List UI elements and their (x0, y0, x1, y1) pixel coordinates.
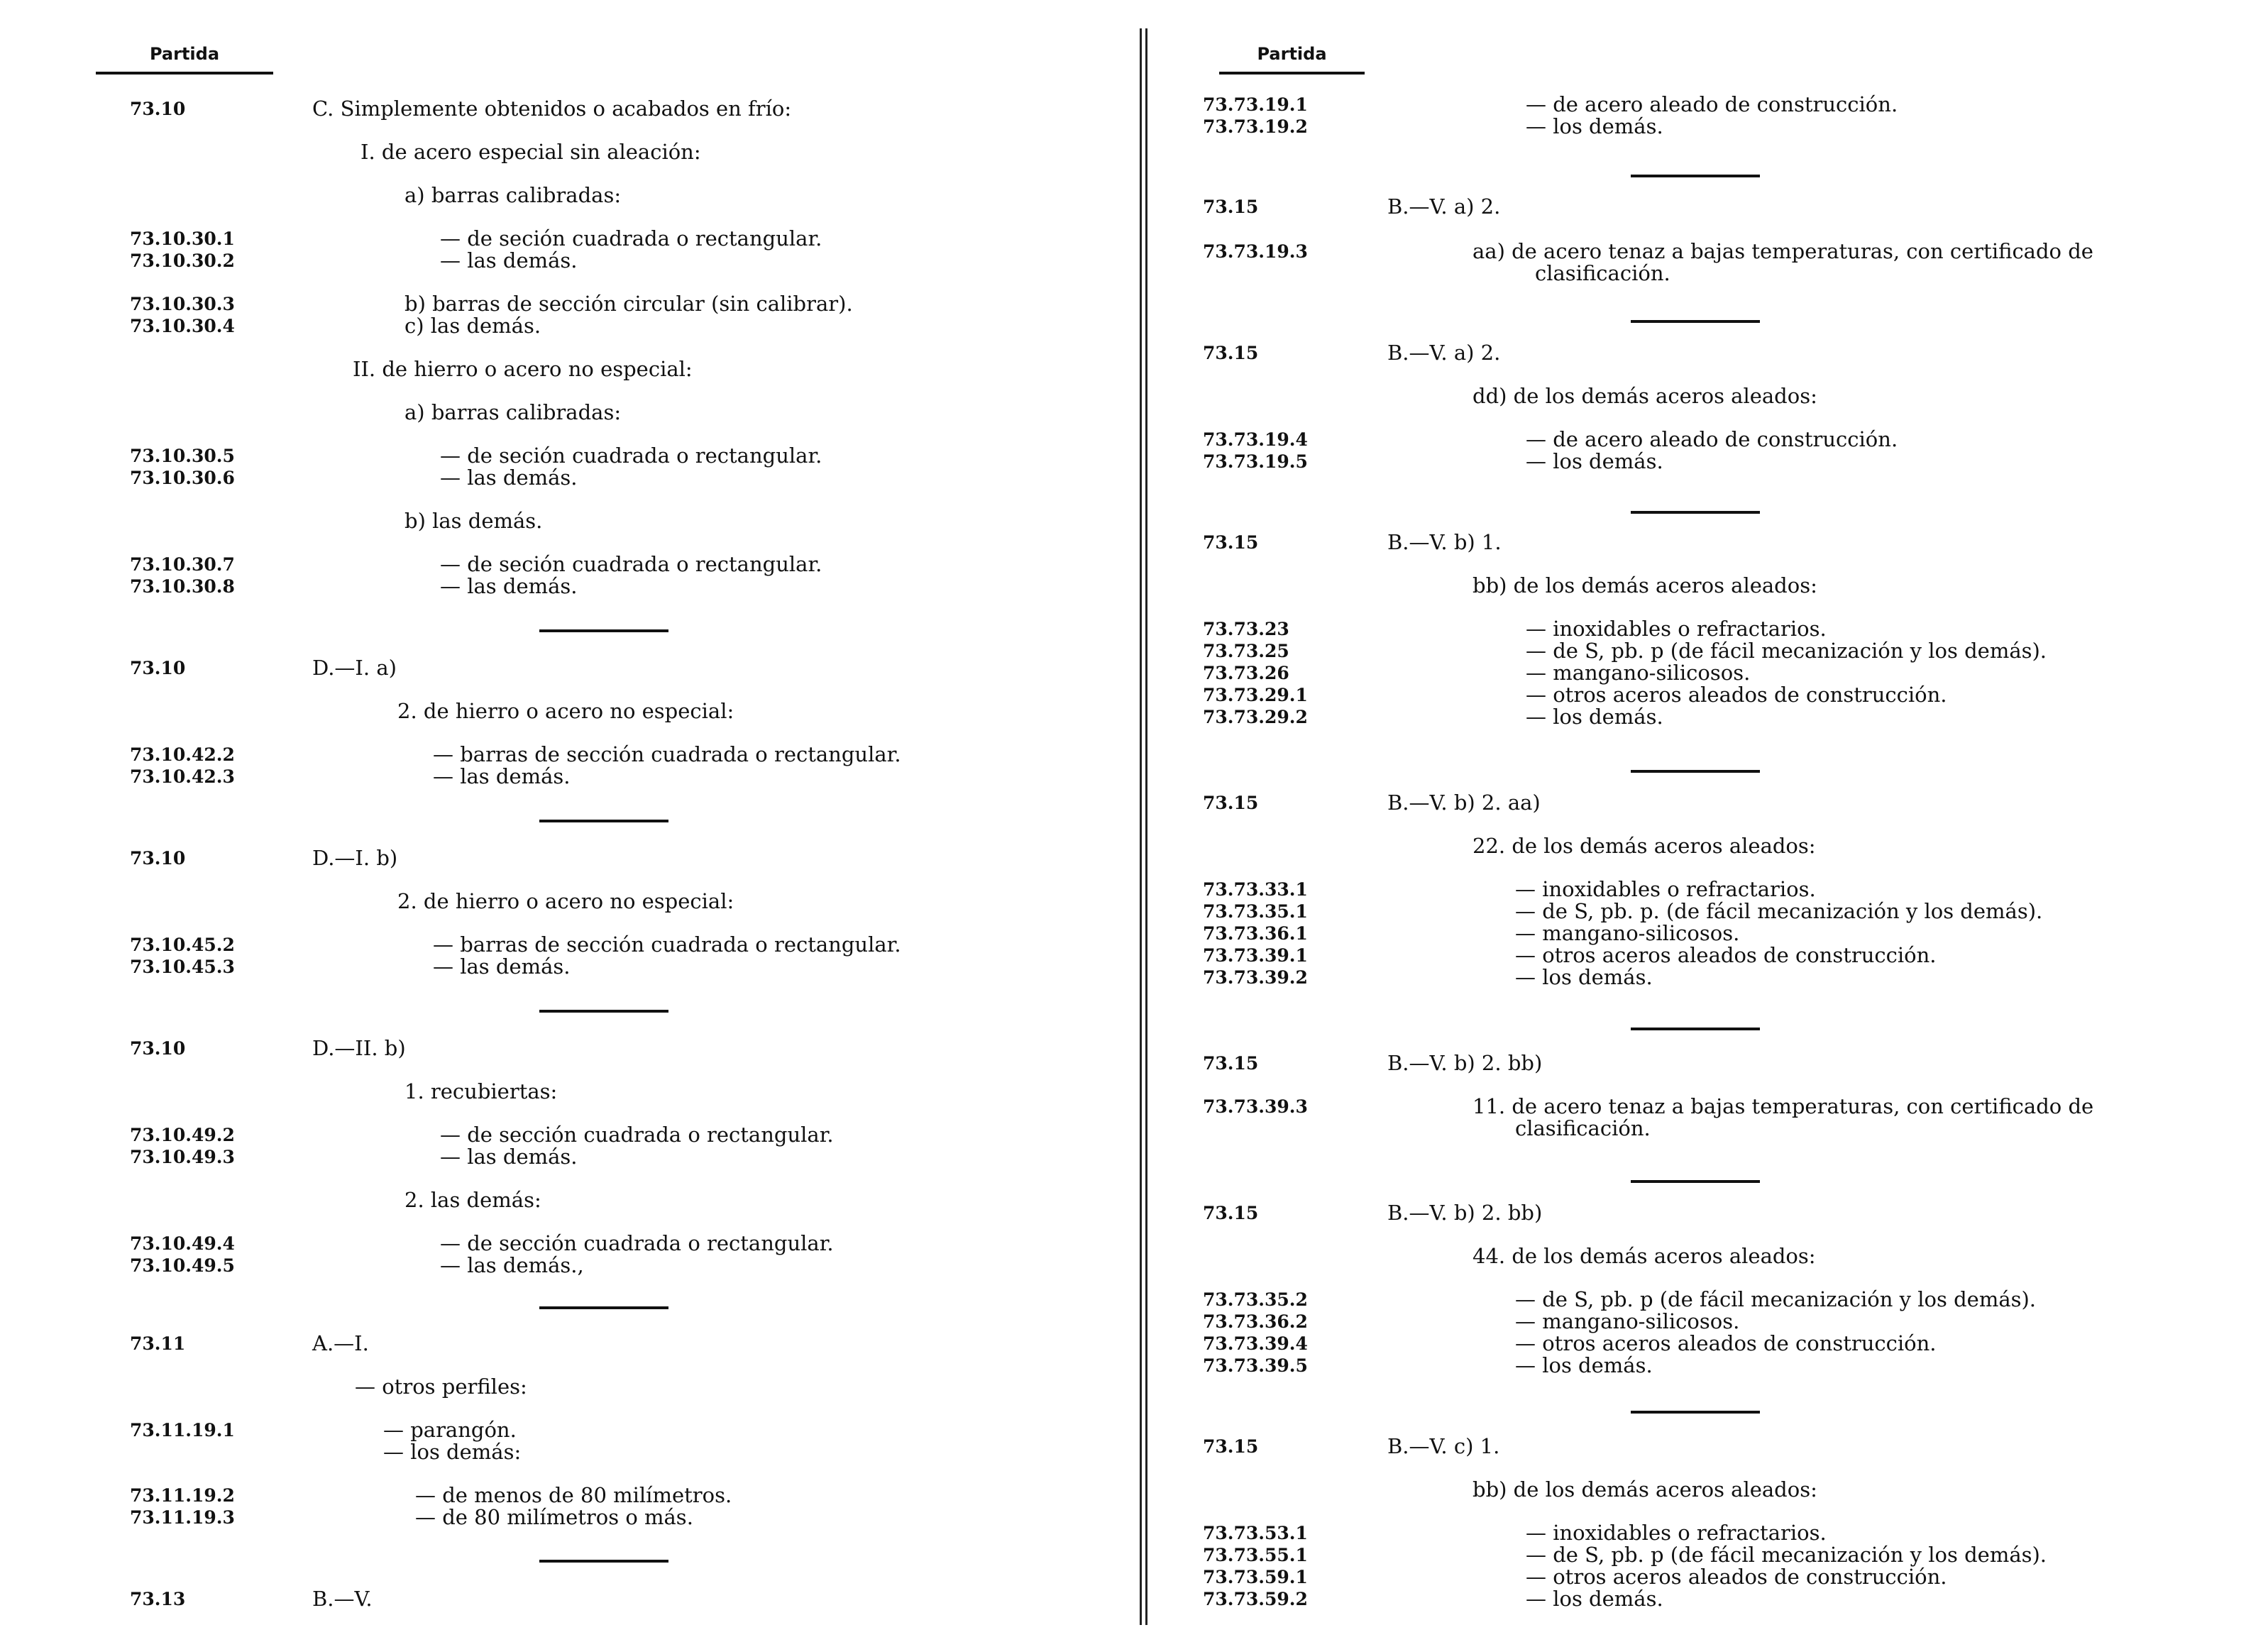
partida-code: 73.10.49.4 (130, 1233, 235, 1254)
entry-text: — de S, pb. p (de fácil mecanización y los demás). (1526, 1543, 2047, 1567)
entry-text: — las demás. (440, 248, 578, 272)
partida-code: 73.10.30.5 (130, 446, 235, 466)
right-page (1135, 0, 2268, 1647)
partida-code: 73.10.49.2 (130, 1125, 235, 1145)
section-separator (1631, 1180, 1760, 1183)
partida-code: 73.73.29.1 (1203, 685, 1308, 705)
entry-text: I. de acero especial sin aleación: (360, 140, 701, 164)
entry-text: — de S, pb. p. (de fácil mecanización y los demás). (1515, 899, 2043, 923)
entry-text: — inoxidables o refractarios. (1526, 1521, 1827, 1545)
partida-code: 73.13 (130, 1589, 186, 1609)
partida-code: 73.73.55.1 (1203, 1545, 1308, 1565)
entry-text: — de acero aleado de construcción. (1526, 427, 1898, 451)
partida-code: 73.15 (1203, 532, 1259, 553)
section-separator (1631, 320, 1760, 323)
partida-code: 73.73.25 (1203, 641, 1289, 661)
entry-text: — los demás. (1526, 705, 1663, 729)
partida-code: 73.73.59.2 (1203, 1589, 1308, 1609)
partida-code: 73.73.19.4 (1203, 429, 1308, 450)
partida-code: 73.15 (1203, 197, 1259, 217)
entry-text: D.—I. a) (312, 656, 397, 680)
section-separator (1631, 1028, 1760, 1030)
entry-text: — inoxidables o refractarios. (1515, 877, 1816, 901)
entry-text: bb) de los demás aceros aleados: (1472, 1477, 1817, 1502)
partida-code: 73.73.33.1 (1203, 879, 1308, 900)
partida-code: 73.73.26 (1203, 663, 1289, 683)
partida-code: 73.11.19.2 (130, 1485, 235, 1506)
entry-text: 22. de los demás aceros aleados: (1472, 834, 1816, 858)
partida-code: 73.10.30.6 (130, 468, 235, 488)
header-rule (96, 72, 273, 75)
section-separator (539, 820, 668, 822)
partida-code: 73.73.39.2 (1203, 967, 1308, 988)
entry-text: — de menos de 80 milímetros. (415, 1483, 732, 1507)
partida-code: 73.10.30.4 (130, 316, 235, 336)
partida-code: 73.73.39.4 (1203, 1333, 1308, 1354)
header-rule (1219, 72, 1365, 75)
entry-text: — los demás. (1526, 449, 1663, 473)
entry-text: — de S, pb. p (de fácil mecanización y los demás). (1526, 639, 2047, 663)
entry-text: — inoxidables o refractarios. (1526, 617, 1827, 641)
entry-text: B.—V. b) 1. (1387, 530, 1502, 554)
entry-text: B.—V. a) 2. (1387, 341, 1501, 365)
partida-code: 73.10.42.2 (130, 744, 235, 765)
entry-text: — otros aceros aleados de construcción. (1515, 943, 1937, 967)
section-separator (539, 1560, 668, 1563)
partida-code: 73.73.36.1 (1203, 923, 1308, 944)
entry-text: — otros aceros aleados de construcción. (1526, 683, 1947, 707)
entry-text: clasificación. (1515, 1116, 1651, 1140)
entry-text: — otros aceros aleados de construcción. (1526, 1565, 1947, 1589)
partida-code: 73.10.49.3 (130, 1147, 235, 1167)
entry-text: B.—V. c) 1. (1387, 1434, 1500, 1458)
entry-text: — los demás: (383, 1440, 522, 1464)
partida-code: 73.10 (130, 1038, 186, 1059)
entry-text: — mangano-silicosos. (1526, 661, 1751, 685)
section-separator (1631, 175, 1760, 177)
partida-code: 73.73.53.1 (1203, 1523, 1308, 1543)
partida-code: 73.73.19.5 (1203, 451, 1308, 472)
entry-text: — parangón. (383, 1418, 517, 1442)
partida-code: 73.10.45.2 (130, 935, 235, 955)
entry-text: B.—V. (312, 1587, 373, 1611)
entry-text: — de seción cuadrada o rectangular. (440, 552, 822, 576)
entry-text: — barras de sección cuadrada o rectangular. (433, 742, 901, 766)
partida-code: 73.73.19.1 (1203, 94, 1308, 115)
partida-code: 73.73.39.5 (1203, 1355, 1308, 1376)
partida-code: 73.11 (130, 1333, 186, 1354)
entry-text: dd) de los demás aceros aleados: (1472, 384, 1817, 408)
partida-code: 73.73.23 (1203, 619, 1289, 639)
partida-code: 73.10 (130, 99, 186, 119)
entry-text: B.—V. b) 2. aa) (1387, 791, 1541, 815)
partida-code: 73.15 (1203, 1436, 1259, 1457)
partida-code: 73.10.30.7 (130, 554, 235, 575)
entry-text: — las demás., (440, 1253, 584, 1277)
entry-text: — mangano-silicosos. (1515, 1309, 1740, 1333)
entry-text: 2. de hierro o acero no especial: (397, 699, 734, 723)
partida-code: 73.15 (1203, 343, 1259, 363)
entry-text: — barras de sección cuadrada o rectangular. (433, 932, 901, 957)
partida-code: 73.10.49.5 (130, 1255, 235, 1276)
entry-text: — las demás. (433, 954, 571, 979)
entry-text: — de seción cuadrada o rectangular. (440, 226, 822, 250)
entry-text: — de acero aleado de construcción. (1526, 92, 1898, 116)
entry-text: — de sección cuadrada o rectangular. (440, 1231, 834, 1255)
entry-text: b) barras de sección circular (sin calibrar). (404, 292, 853, 316)
partida-code: 73.73.36.2 (1203, 1311, 1308, 1332)
entry-text: — las demás. (440, 1145, 578, 1169)
partida-code: 73.15 (1203, 1053, 1259, 1074)
entry-text: — otros aceros aleados de construcción. (1515, 1331, 1937, 1355)
partida-code: 73.73.39.3 (1203, 1096, 1308, 1117)
entry-text: — de sección cuadrada o rectangular. (440, 1123, 834, 1147)
entry-text: 2. de hierro o acero no especial: (397, 889, 734, 913)
entry-text: c) las demás. (404, 314, 541, 338)
partida-header: Partida (1257, 44, 1327, 64)
entry-text: C. Simplemente obtenidos o acabados en frío: (312, 97, 792, 121)
partida-code: 73.73.35.1 (1203, 901, 1308, 922)
entry-text: 44. de los demás aceros aleados: (1472, 1244, 1816, 1268)
partida-code: 73.11.19.1 (130, 1420, 235, 1441)
entry-text: — mangano-silicosos. (1515, 921, 1740, 945)
partida-code: 73.10.30.3 (130, 294, 235, 314)
partida-code: 73.73.39.1 (1203, 945, 1308, 966)
partida-code: 73.73.29.2 (1203, 707, 1308, 727)
partida-code: 73.10.30.2 (130, 250, 235, 271)
entry-text: a) barras calibradas: (404, 400, 622, 424)
partida-header: Partida (149, 44, 220, 64)
entry-text: B.—V. b) 2. bb) (1387, 1201, 1543, 1225)
partida-code: 73.10.42.3 (130, 766, 235, 787)
entry-text: — otros perfiles: (355, 1375, 527, 1399)
entry-text: 11. de acero tenaz a bajas temperaturas, con certificado de (1472, 1094, 2094, 1118)
entry-text: b) las demás. (404, 509, 543, 533)
section-separator (539, 1010, 668, 1013)
entry-text: A.—I. (312, 1331, 369, 1355)
entry-text: — las demás. (440, 574, 578, 598)
partida-code: 73.15 (1203, 1203, 1259, 1223)
partida-code: 73.73.59.1 (1203, 1567, 1308, 1587)
entry-text: B.—V. b) 2. bb) (1387, 1051, 1543, 1075)
entry-text: — de seción cuadrada o rectangular. (440, 444, 822, 468)
entry-text: B.—V. a) 2. (1387, 194, 1501, 219)
entry-text: — de 80 milímetros o más. (415, 1505, 693, 1529)
entry-text: 1. recubiertas: (404, 1079, 558, 1103)
section-separator (539, 1306, 668, 1309)
section-separator (1631, 770, 1760, 773)
entry-text: 2. las demás: (404, 1188, 541, 1212)
entry-text: — las demás. (433, 764, 571, 788)
entry-text: — de S, pb. p (de fácil mecanización y los demás). (1515, 1287, 2037, 1311)
entry-text: a) barras calibradas: (404, 183, 622, 207)
partida-code: 73.11.19.3 (130, 1507, 235, 1528)
partida-code: 73.10.30.1 (130, 228, 235, 249)
entry-text: — los demás. (1515, 965, 1653, 989)
partida-code: 73.73.19.2 (1203, 116, 1308, 137)
entry-text: D.—I. b) (312, 846, 398, 870)
partida-code: 73.10 (130, 848, 186, 869)
entry-text: — los demás. (1515, 1353, 1653, 1377)
section-separator (1631, 511, 1760, 514)
entry-text: — los demás. (1526, 1587, 1663, 1611)
entry-text: aa) de acero tenaz a bajas temperaturas, con certificado de (1472, 239, 2093, 263)
partida-code: 73.73.35.2 (1203, 1289, 1308, 1310)
entry-text: clasificación. (1535, 261, 1670, 285)
partida-code: 73.10.45.3 (130, 957, 235, 977)
partida-code: 73.10.30.8 (130, 576, 235, 597)
entry-text: II. de hierro o acero no especial: (353, 357, 693, 381)
entry-text: bb) de los demás aceros aleados: (1472, 573, 1817, 597)
entry-text: — los demás. (1526, 114, 1663, 138)
partida-code: 73.15 (1203, 793, 1259, 813)
entry-text: — las demás. (440, 466, 578, 490)
partida-code: 73.10 (130, 658, 186, 678)
partida-code: 73.73.19.3 (1203, 241, 1308, 262)
section-separator (1631, 1411, 1760, 1414)
entry-text: D.—II. b) (312, 1036, 406, 1060)
section-separator (539, 629, 668, 632)
